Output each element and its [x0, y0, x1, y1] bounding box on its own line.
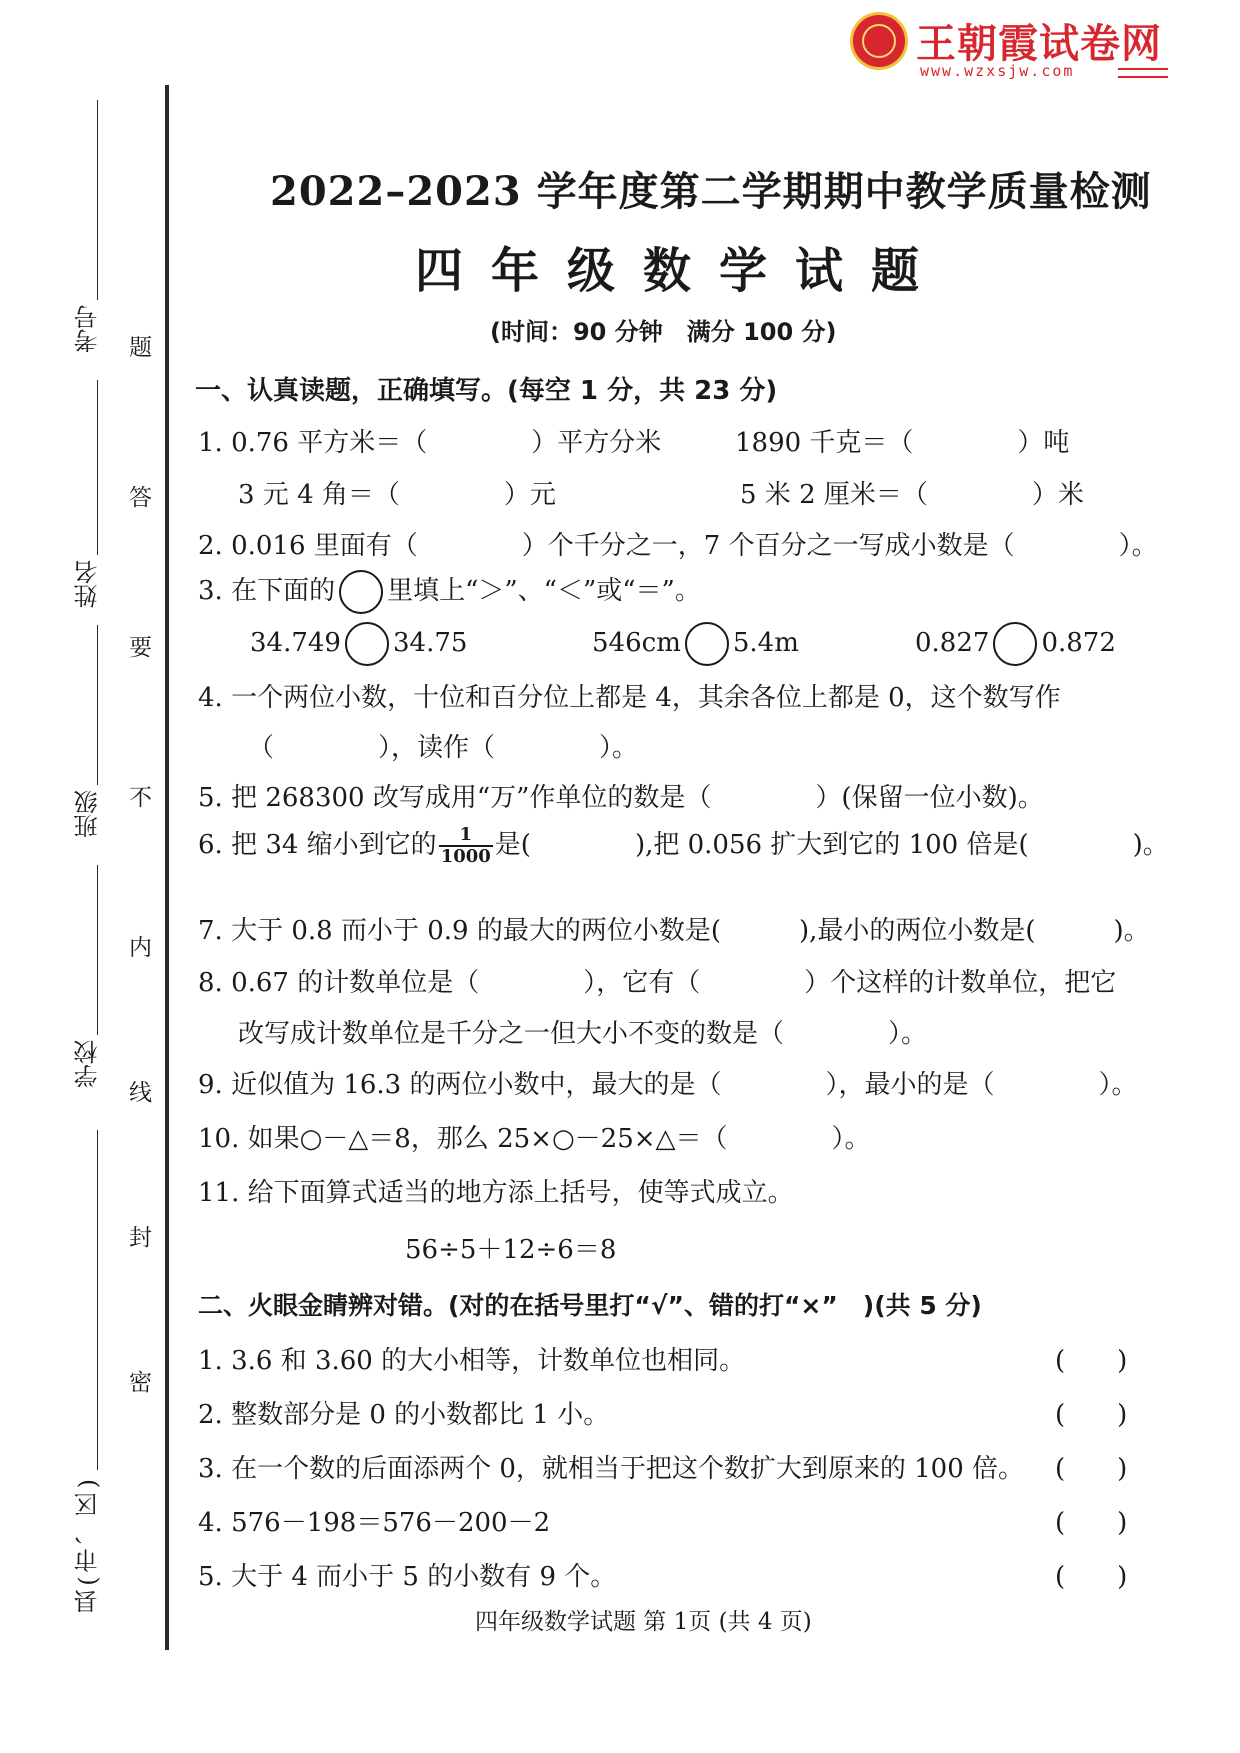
question-5: 5. 把 268300 改写成用“万”作单位的数是（ ）(保留一位小数)。 [198, 783, 1044, 813]
seal-char: 线 [125, 1080, 151, 1103]
question-3-pre: 3. 在下面的 [198, 576, 336, 606]
answer-blank[interactable]: ( ) [1055, 1400, 1128, 1430]
site-logo [850, 12, 1170, 80]
answer-blank[interactable]: ( ) [1055, 1562, 1128, 1592]
question-11: 11. 给下面算式适当的地方添上括号，使等式成立。 [198, 1178, 794, 1208]
question-6-pre: 6. 把 34 缩小到它的 [198, 830, 437, 860]
question-10: 10. 如果○－△＝8，那么 25×○－25×△＝（ ）。 [198, 1124, 871, 1154]
compare-item [250, 622, 467, 666]
judge-item: 3. 在一个数的后面添两个 0，就相当于把这个数扩大到原来的 100 倍。 [198, 1454, 1025, 1484]
compare-item [592, 622, 799, 666]
judge-item: 5. 大于 4 而小于 5 的小数有 9 个。 [198, 1562, 617, 1592]
answer-blank[interactable]: ( ) [1055, 1346, 1128, 1376]
seal-char: 封 [125, 1225, 151, 1248]
compare-circle-icon [339, 570, 383, 614]
question-8a: 8. 0.67 的计数单位是（ ），它有（ ）个这样的计数单位，把它 [198, 968, 1117, 998]
field-school-label: 学校 [74, 1040, 102, 1088]
seal-char: 题 [125, 335, 151, 358]
question-4b: （ ），读作（ ）。 [248, 733, 639, 763]
judge-item: 1. 3.6 和 3.60 的大小相等，计数单位也相同。 [198, 1346, 746, 1376]
compare-circle-icon[interactable] [685, 622, 729, 666]
seal-char: 密 [125, 1370, 151, 1393]
section-1-heading: 一、认真读题，正确填写。(每空 1 分，共 23 分) [195, 376, 778, 406]
logo-url: www.wzxsjw.com [920, 62, 1075, 80]
question-1c: 3 元 4 角＝（ ）元 [238, 480, 556, 510]
logo-badge-icon [850, 12, 908, 70]
binding-rule [165, 85, 169, 1650]
fraction-denominator: 1000 [440, 846, 491, 867]
section-2-heading: 二、火眼金睛辨对错。(对的在括号里打“√”、错的打“×” )(共 5 分) [198, 1291, 982, 1320]
compare-left: 34.749 [250, 628, 341, 658]
seal-char: 不 [125, 785, 151, 808]
field-class-line [97, 625, 98, 785]
compare-item [915, 622, 1116, 666]
judge-item: 2. 整数部分是 0 的小数都比 1 小。 [198, 1400, 610, 1430]
seal-char: 答 [125, 485, 151, 508]
fraction [439, 825, 493, 867]
question-1b: 1890 千克＝（ ）吨 [735, 428, 1070, 458]
question-9: 9. 近似值为 16.3 的两位小数中，最大的是（ ），最小的是（ ）。 [198, 1070, 1138, 1100]
field-name-label: 姓名 [74, 560, 102, 608]
question-6-post: 是( ),把 0.056 扩大到它的 100 倍是( )。 [494, 830, 1169, 860]
answer-blank[interactable]: ( ) [1055, 1508, 1128, 1538]
compare-circle-icon[interactable] [993, 622, 1037, 666]
judge-item: 4. 576－198＝576－200－2 [198, 1508, 551, 1538]
page-footer: 四年级数学试题 第 1页 (共 4 页) [475, 1609, 812, 1635]
field-county-label: 县(市、区) [74, 1475, 102, 1614]
answer-blank[interactable]: ( ) [1055, 1454, 1128, 1484]
field-exam-number-label: 考号 [74, 305, 102, 353]
field-name-line [97, 380, 98, 555]
seal-char: 要 [125, 635, 151, 658]
seal-char: 内 [125, 935, 151, 958]
exam-subtitle: 四年级数学试题 [415, 243, 948, 299]
question-2: 2. 0.016 里面有（ ）个千分之一，7 个百分之一写成小数是（ ）。 [198, 531, 1158, 561]
compare-left: 546cm [592, 628, 681, 658]
logo-name: 王朝霞试卷网 [916, 21, 1162, 67]
question-11-expression: 56÷5＋12÷6＝8 [405, 1235, 617, 1265]
compare-right: 0.872 [1041, 628, 1116, 658]
question-7: 7. 大于 0.8 而小于 0.9 的最大的两位小数是( ),最小的两位小数是( )。 [198, 916, 1150, 946]
compare-right: 5.4m [732, 628, 799, 658]
field-exam-number-line [97, 100, 98, 300]
exam-meta: (时间：90 分钟 满分 100 分) [490, 318, 837, 346]
compare-circle-icon[interactable] [345, 622, 389, 666]
question-3 [198, 570, 701, 614]
exam-title: 2022–2023 学年度第二学期期中教学质量检测 [270, 168, 1152, 215]
field-county-line [97, 1130, 98, 1470]
field-school-line [97, 865, 98, 1035]
question-1d: 5 米 2 厘米＝（ ）米 [740, 480, 1084, 510]
question-3-post: 里填上“＞”、“＜”或“＝”。 [387, 576, 701, 606]
compare-left: 0.827 [915, 628, 990, 658]
field-class-label: 班级 [74, 790, 102, 838]
question-6 [198, 824, 1169, 867]
compare-right: 34.75 [392, 628, 468, 658]
logo-decoration [1118, 68, 1168, 78]
fraction-numerator: 1 [439, 825, 493, 847]
question-8b: 改写成计数单位是千分之一但大小不变的数是（ ）。 [238, 1019, 928, 1049]
question-4a: 4. 一个两位小数，十位和百分位上都是 4，其余各位上都是 0，这个数写作 [198, 683, 1061, 713]
question-1a: 1. 0.76 平方米＝（ ）平方分米 [198, 428, 662, 458]
